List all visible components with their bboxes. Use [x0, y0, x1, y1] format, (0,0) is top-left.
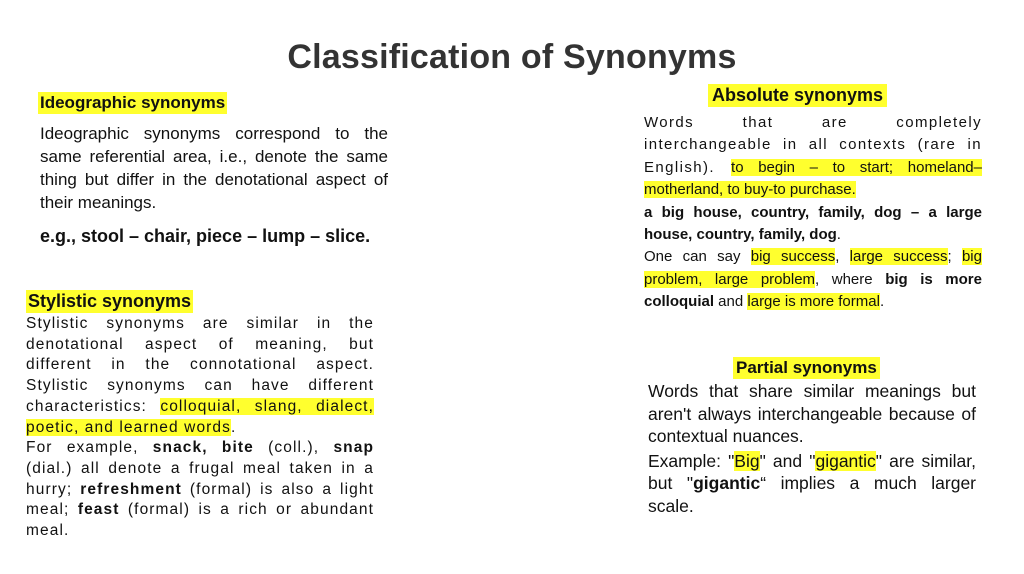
- partial-example-end: “ implies a much larger scale.: [648, 473, 977, 516]
- stylistic-example-refreshment: refreshment: [80, 480, 182, 498]
- absolute-big-more-colloquial: big is more colloquial: [644, 270, 982, 311]
- absolute-is-more-formal: is more formal: [784, 293, 880, 311]
- stylistic-example-mid: (dial.) all denote a frugal meal taken in a hurry;: [26, 459, 374, 498]
- partial-example-and: " and ": [759, 450, 816, 471]
- absolute-definition: Words that are completely interchangeable in all contexts (rare in English).: [644, 114, 982, 176]
- stylistic-period: .: [231, 418, 237, 436]
- absolute-and: and: [714, 293, 748, 311]
- absolute-large: large: [747, 293, 781, 311]
- stylistic-definition: Stylistic synonyms are similar in the denotational aspect of meaning, but different in the connotational aspect. Stylistic synonyms can have different characteristics:: [26, 315, 374, 415]
- partial-example-intro: Example: ": [648, 450, 735, 471]
- partial-example-big: Big: [734, 450, 760, 471]
- partial-definition: Words that share similar meanings but aren't always interchangeable because of contextual nuances.: [648, 381, 976, 447]
- stylistic-text: [26, 314, 374, 542]
- absolute-big-success: big success: [750, 248, 836, 266]
- absolute-examples: to begin – to start; homeland–motherland, to buy-to purchase.: [644, 158, 982, 199]
- absolute-where: , where: [815, 270, 886, 288]
- absolute-heading: Absolute synonyms: [708, 84, 887, 107]
- absolute-comma: ,: [835, 248, 850, 266]
- partial-example-gigantic: gigantic: [815, 450, 876, 471]
- partial-example: [648, 450, 976, 518]
- stylistic-example-intro: For example,: [26, 439, 153, 457]
- stylistic-heading: Stylistic synonyms: [28, 291, 192, 311]
- absolute-phrase-example: a big house, country, family, dog – a large house, country, family, dog: [644, 203, 982, 244]
- stylistic-example-snack-bite: snack, bite: [152, 439, 254, 457]
- absolute-end-period: .: [879, 293, 885, 311]
- absolute-say-intro: One can say: [644, 248, 751, 266]
- stylistic-example-coll: (coll.),: [253, 439, 334, 457]
- stylistic-example-mid2: (formal) is also a light meal;: [26, 480, 374, 519]
- stylistic-example-end: (formal) is a rich or abundant meal.: [26, 501, 375, 540]
- absolute-text: [644, 112, 982, 314]
- absolute-semicolon: ;: [947, 248, 962, 266]
- absolute-large-success: large success: [849, 248, 948, 266]
- stylistic-example-snap: snap: [333, 439, 375, 457]
- ideographic-example: e.g., stool – chair, piece – lump – slice.: [40, 226, 371, 246]
- partial-example-gigantic-bold: gigantic: [693, 473, 761, 494]
- partial-example-mid: " are similar, but ": [648, 450, 976, 494]
- absolute-big-problem: big problem, large problem: [644, 248, 982, 288]
- stylistic-example-feast: feast: [77, 501, 120, 519]
- stylistic-characteristics: colloquial, slang, dialect, poetic, and learned words: [26, 397, 374, 436]
- partial-heading: Partial synonyms: [733, 357, 880, 379]
- ideographic-definition: Ideographic synonyms correspond to the same referential area, i.e., denote the same thing but differ in the denotational aspect of their meanings.: [40, 124, 388, 212]
- page-title: Classification of Synonyms: [287, 38, 737, 76]
- partial-text: [648, 380, 976, 518]
- absolute-phrase-period: .: [836, 226, 841, 244]
- ideographic-heading: Ideographic synonyms: [40, 93, 226, 112]
